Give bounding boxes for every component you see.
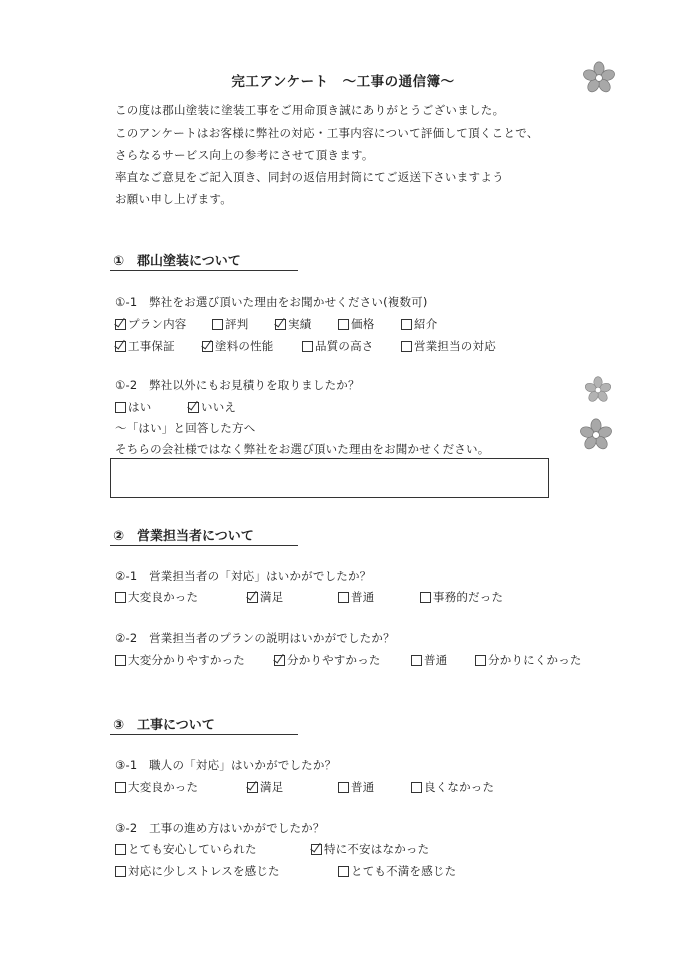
option-referral[interactable]: 紹介 bbox=[401, 316, 437, 332]
checkbox[interactable] bbox=[247, 782, 258, 793]
option-normal[interactable]: 普通 bbox=[338, 589, 374, 605]
option-warranty[interactable]: 工事保証 bbox=[115, 338, 175, 354]
checkbox[interactable] bbox=[338, 319, 349, 330]
option-track-record[interactable]: 実績 bbox=[275, 316, 311, 332]
section-underline bbox=[110, 734, 298, 735]
page-title: 完工アンケート ～工事の通信簿～ bbox=[231, 74, 455, 90]
intro-line: さらなるサービス向上の参考にさせて頂きます。 bbox=[115, 148, 374, 162]
checkbox[interactable] bbox=[115, 592, 126, 603]
option-paint-performance[interactable]: 塗料の性能 bbox=[202, 338, 274, 354]
question-1-1: ①-1 弊社をお選び頂いた理由をお聞かせください(複数可) bbox=[115, 295, 428, 309]
option-very-good[interactable]: 大変良かった bbox=[115, 779, 198, 795]
checkbox[interactable] bbox=[338, 866, 349, 877]
section-underline bbox=[110, 545, 298, 546]
checkbox[interactable] bbox=[275, 319, 286, 330]
cherry-blossom-icon bbox=[584, 376, 612, 404]
checkbox[interactable] bbox=[115, 402, 126, 413]
checkbox[interactable] bbox=[401, 319, 412, 330]
checkbox[interactable] bbox=[311, 844, 322, 855]
followup-note: ～「はい」と回答した方へ bbox=[115, 421, 256, 435]
option-satisfied[interactable]: 満足 bbox=[247, 589, 283, 605]
option-very-clear[interactable]: 大変分かりやすかった bbox=[115, 652, 245, 668]
checkbox[interactable] bbox=[115, 782, 126, 793]
question-2-2: ②-2 営業担当者のプランの説明はいかがでしたか？ bbox=[115, 631, 395, 645]
intro-line: このアンケートはお客様に弊社の対応・工事内容について評価して頂くことで、 bbox=[115, 126, 539, 140]
checkbox[interactable] bbox=[411, 782, 422, 793]
checkbox[interactable] bbox=[115, 341, 126, 352]
checkbox[interactable] bbox=[115, 655, 126, 666]
option-normal[interactable]: 普通 bbox=[338, 779, 374, 795]
checkbox[interactable] bbox=[411, 655, 422, 666]
checkbox[interactable] bbox=[115, 319, 126, 330]
option-very-good[interactable]: 大変良かった bbox=[115, 589, 198, 605]
question-3-2: ③-2 工事の進め方はいかがでしたか？ bbox=[115, 821, 325, 835]
section-underline bbox=[110, 270, 298, 271]
option-quality[interactable]: 品質の高さ bbox=[302, 338, 374, 354]
option-plan[interactable]: プラン内容 bbox=[115, 316, 187, 332]
checkbox[interactable] bbox=[202, 341, 213, 352]
option-not-good[interactable]: 良くなかった bbox=[411, 779, 494, 795]
cherry-blossom-icon bbox=[579, 418, 613, 452]
option-reputation[interactable]: 評判 bbox=[212, 316, 248, 332]
followup-question: そちらの会社様ではなく弊社をお選び頂いた理由をお聞かせください。 bbox=[115, 442, 490, 456]
option-sales-response[interactable]: 営業担当の対応 bbox=[401, 338, 496, 354]
free-text-answer-box[interactable] bbox=[110, 458, 549, 498]
checkbox[interactable] bbox=[188, 402, 199, 413]
option-yes[interactable]: はい bbox=[115, 399, 151, 415]
checkbox[interactable] bbox=[302, 341, 313, 352]
option-no[interactable]: いいえ bbox=[188, 399, 236, 415]
question-2-1: ②-1 営業担当者の「対応」はいかがでしたか？ bbox=[115, 569, 372, 583]
checkbox[interactable] bbox=[115, 866, 126, 877]
checkbox[interactable] bbox=[274, 655, 285, 666]
intro-line: お願い申し上げます。 bbox=[115, 192, 233, 206]
checkbox[interactable] bbox=[338, 782, 349, 793]
checkbox[interactable] bbox=[420, 592, 431, 603]
intro-line: この度は郡山塗装に塗装工事をご用命頂き誠にありがとうございました。 bbox=[115, 103, 505, 117]
checkbox[interactable] bbox=[401, 341, 412, 352]
section-heading-1: ① 郡山塗装について bbox=[113, 254, 241, 269]
option-unclear[interactable]: 分かりにくかった bbox=[475, 652, 582, 668]
question-1-2: ①-2 弊社以外にもお見積りを取りましたか？ bbox=[115, 378, 360, 392]
section-heading-3: ③ 工事について bbox=[113, 718, 215, 733]
option-price[interactable]: 価格 bbox=[338, 316, 374, 332]
option-satisfied[interactable]: 満足 bbox=[247, 779, 283, 795]
option-businesslike[interactable]: 事務的だった bbox=[420, 589, 503, 605]
option-clear[interactable]: 分かりやすかった bbox=[274, 652, 381, 668]
checkbox[interactable] bbox=[115, 844, 126, 855]
checkbox[interactable] bbox=[247, 592, 258, 603]
question-3-1: ③-1 職人の「対応」はいかがでしたか？ bbox=[115, 758, 337, 772]
option-very-dissatisfied[interactable]: とても不満を感じた bbox=[338, 863, 456, 879]
option-some-stress[interactable]: 対応に少しストレスを感じた bbox=[115, 863, 280, 879]
option-felt-safe[interactable]: とても安心していられた bbox=[115, 841, 257, 857]
section-heading-2: ② 営業担当者について bbox=[113, 529, 254, 544]
option-no-worries[interactable]: 特に不安はなかった bbox=[311, 841, 429, 857]
checkbox[interactable] bbox=[475, 655, 486, 666]
checkbox[interactable] bbox=[338, 592, 349, 603]
option-normal[interactable]: 普通 bbox=[411, 652, 447, 668]
checkbox[interactable] bbox=[212, 319, 223, 330]
intro-line: 率直なご意見をご記入頂き、同封の返信用封筒にてご返送下さいますよう bbox=[115, 170, 504, 184]
